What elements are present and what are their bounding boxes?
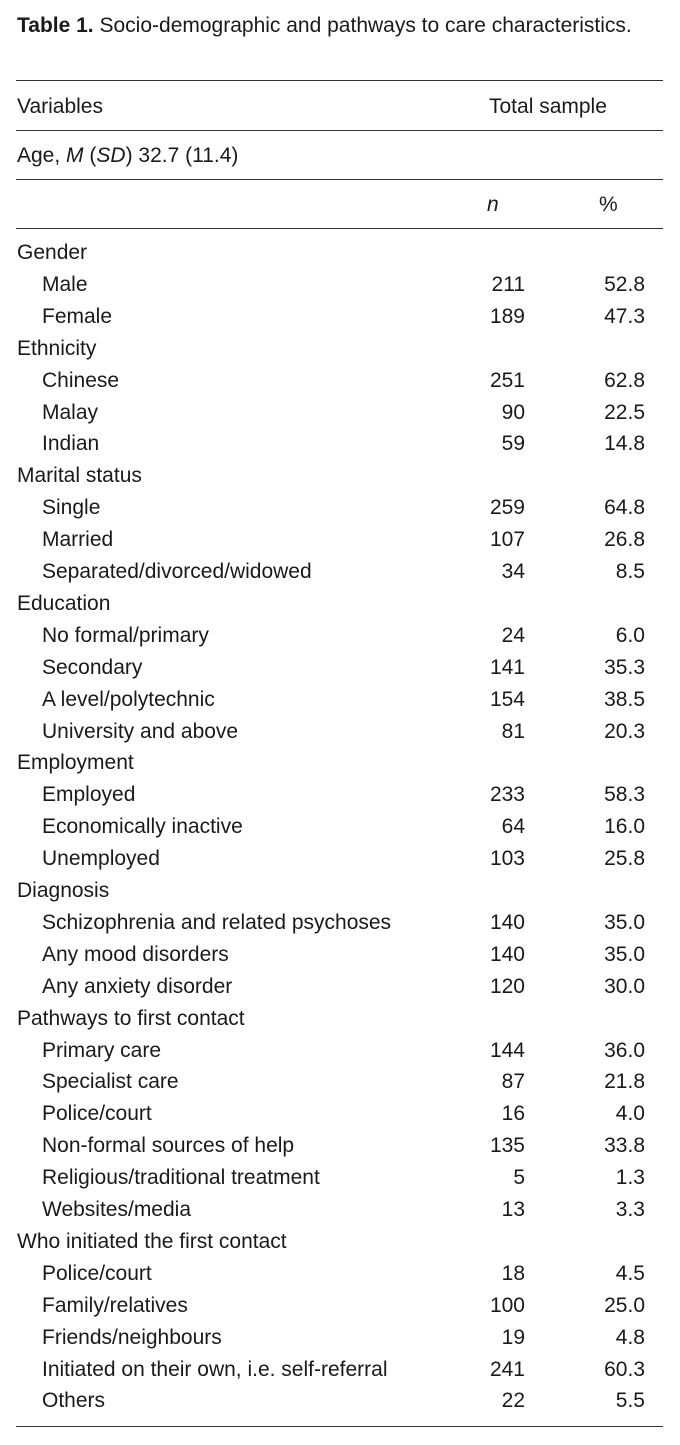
group-row (0, 747, 680, 779)
row-percent: 60.3 (604, 1357, 645, 1381)
row-n: 13 (501, 1198, 525, 1221)
row-n: 90 (501, 400, 525, 424)
group-label: Marital status (17, 464, 142, 488)
table-caption (17, 12, 647, 39)
row-label: Secondary (42, 655, 143, 679)
row-label: Single (42, 496, 101, 520)
table-row (0, 716, 680, 748)
row-n: 233 (489, 783, 525, 807)
row-n: 251 (489, 368, 525, 392)
row-n: 18 (501, 1261, 525, 1285)
row-percent: 4.5 (615, 1261, 645, 1285)
table-row (0, 1130, 680, 1162)
row-label: Separated/divorced/widowed (42, 560, 312, 583)
table-row (0, 907, 680, 939)
row-label: Religious/traditional treatment (42, 1166, 320, 1190)
table-row (0, 301, 680, 333)
row-percent: 22.5 (604, 400, 645, 424)
row-label: Any anxiety disorder (42, 974, 233, 998)
table-row (0, 492, 680, 524)
age-rule (16, 179, 663, 180)
group-row (0, 875, 680, 907)
row-n: 189 (489, 304, 525, 328)
row-n: 81 (501, 719, 525, 743)
row-percent: 35.3 (604, 655, 645, 679)
caption-label: Table 1. (17, 14, 94, 37)
row-percent: 25.8 (604, 847, 645, 871)
table-row (0, 1035, 680, 1067)
row-n: 34 (501, 560, 525, 583)
table-row (0, 1354, 680, 1386)
row-label: Police/court (42, 1102, 152, 1126)
row-n: 241 (489, 1357, 525, 1381)
row-percent: 20.3 (604, 719, 645, 743)
group-row (0, 237, 680, 269)
row-percent: 6.0 (615, 623, 645, 647)
table-row (0, 779, 680, 811)
row-percent: 8.5 (615, 560, 645, 583)
header-rule (16, 130, 663, 131)
row-label: Married (42, 528, 114, 552)
row-percent: 3.3 (615, 1198, 645, 1221)
table-row (0, 365, 680, 397)
table-row (0, 524, 680, 556)
row-percent: 4.0 (615, 1102, 645, 1126)
row-label: Non-formal sources of help (42, 1134, 295, 1158)
table-row (0, 556, 680, 588)
row-n: 19 (501, 1325, 525, 1349)
row-label: Primary care (42, 1038, 162, 1062)
row-n: 16 (501, 1102, 525, 1126)
group-row (0, 333, 680, 365)
table-row (0, 652, 680, 684)
row-n: 140 (489, 910, 525, 934)
header-n: n (487, 193, 499, 216)
row-percent: 35.0 (604, 942, 645, 966)
table-row (0, 1290, 680, 1322)
row-percent: 1.3 (615, 1166, 645, 1190)
table-row (0, 428, 680, 460)
row-label: Malay (42, 400, 99, 424)
row-percent: 38.5 (604, 687, 645, 711)
age-m-symbol: M (66, 144, 84, 167)
row-label: Unemployed (42, 847, 160, 871)
table-row (0, 1098, 680, 1130)
table-row (0, 843, 680, 875)
row-n: 100 (489, 1293, 525, 1317)
row-n: 103 (489, 847, 525, 871)
row-label: Schizophrenia and related psychoses (42, 910, 392, 934)
group-label: Who initiated the first contact (17, 1229, 287, 1253)
row-percent: 5.5 (615, 1389, 645, 1413)
table-row (0, 1258, 680, 1290)
group-row (0, 460, 680, 492)
group-row (0, 588, 680, 620)
row-percent: 64.8 (604, 496, 645, 520)
row-percent: 58.3 (604, 783, 645, 807)
table-row (0, 1066, 680, 1098)
row-label: Chinese (42, 368, 120, 392)
group-label: Gender (17, 241, 88, 264)
top-rule (16, 80, 663, 81)
row-label: Any mood disorders (42, 942, 229, 966)
table-row (0, 1385, 680, 1417)
row-label: Female (42, 304, 113, 328)
row-n: 140 (489, 942, 525, 966)
row-n: 107 (489, 528, 525, 552)
row-n: 87 (501, 1070, 525, 1094)
row-n: 259 (489, 496, 525, 520)
row-percent: 14.8 (604, 432, 645, 456)
row-label: Websites/media (42, 1198, 192, 1221)
row-label: Indian (42, 432, 100, 456)
row-percent: 26.8 (604, 528, 645, 552)
row-label: No formal/primary (42, 623, 209, 647)
table-row (0, 1322, 680, 1354)
table-row (0, 1162, 680, 1194)
group-label: Employment (17, 751, 134, 775)
row-n: 135 (489, 1134, 525, 1158)
row-n: 154 (489, 687, 525, 711)
row-label: Friends/neighbours (42, 1325, 222, 1349)
row-label: Economically inactive (42, 815, 243, 839)
header-total-sample: Total sample (489, 95, 607, 118)
row-percent: 16.0 (604, 815, 645, 839)
row-percent: 35.0 (604, 910, 645, 934)
caption-text: Socio-demographic and pathways to care characteristics. (99, 14, 632, 37)
row-n: 59 (501, 432, 525, 456)
row-percent: 33.8 (604, 1134, 645, 1158)
row-percent: 21.8 (604, 1070, 645, 1094)
table-row (0, 1194, 680, 1226)
row-percent: 62.8 (604, 368, 645, 392)
table-row (0, 269, 680, 301)
row-label: Specialist care (42, 1070, 179, 1094)
row-n: 5 (513, 1166, 525, 1190)
row-percent: 4.8 (615, 1325, 645, 1349)
column-header-rule (16, 228, 663, 229)
table-row (0, 620, 680, 652)
row-label: Male (42, 272, 88, 296)
bottom-rule (16, 1426, 663, 1427)
row-n: 64 (501, 815, 525, 839)
age-prefix: Age, (17, 144, 61, 167)
row-n: 22 (501, 1389, 525, 1413)
row-n: 141 (489, 655, 525, 679)
row-n: 144 (489, 1038, 525, 1062)
row-label: Family/relatives (42, 1293, 188, 1317)
row-label: Police/court (42, 1261, 152, 1285)
age-sd-symbol: SD (96, 144, 126, 167)
row-percent: 30.0 (604, 974, 645, 998)
row-label: Initiated on their own, i.e. self-referral (42, 1357, 388, 1381)
table-row (0, 684, 680, 716)
row-label: A level/polytechnic (42, 687, 215, 711)
group-label: Diagnosis (17, 879, 110, 902)
table-row (0, 939, 680, 971)
group-label: Ethnicity (17, 336, 97, 360)
row-n: 120 (489, 974, 525, 998)
table-row (0, 971, 680, 1003)
table-row (0, 397, 680, 429)
row-n: 24 (501, 623, 525, 647)
header-variables: Variables (17, 95, 103, 118)
row-label: University and above (42, 719, 239, 743)
row-percent: 47.3 (604, 304, 645, 328)
row-label: Others (42, 1389, 106, 1413)
row-percent: 25.0 (604, 1293, 645, 1317)
age-summary: Age, M (SD) 32.7 (11.4) (17, 144, 239, 167)
row-percent: 52.8 (604, 272, 645, 296)
group-row (0, 1003, 680, 1035)
row-label: Employed (42, 783, 136, 807)
table-row (0, 811, 680, 843)
group-row (0, 1226, 680, 1258)
group-label: Education (17, 591, 111, 615)
header-percent: % (599, 193, 618, 216)
row-percent: 36.0 (604, 1038, 645, 1062)
age-value: 32.7 (11.4) (138, 144, 239, 167)
group-label: Pathways to first contact (17, 1006, 245, 1030)
row-n: 211 (491, 272, 525, 296)
